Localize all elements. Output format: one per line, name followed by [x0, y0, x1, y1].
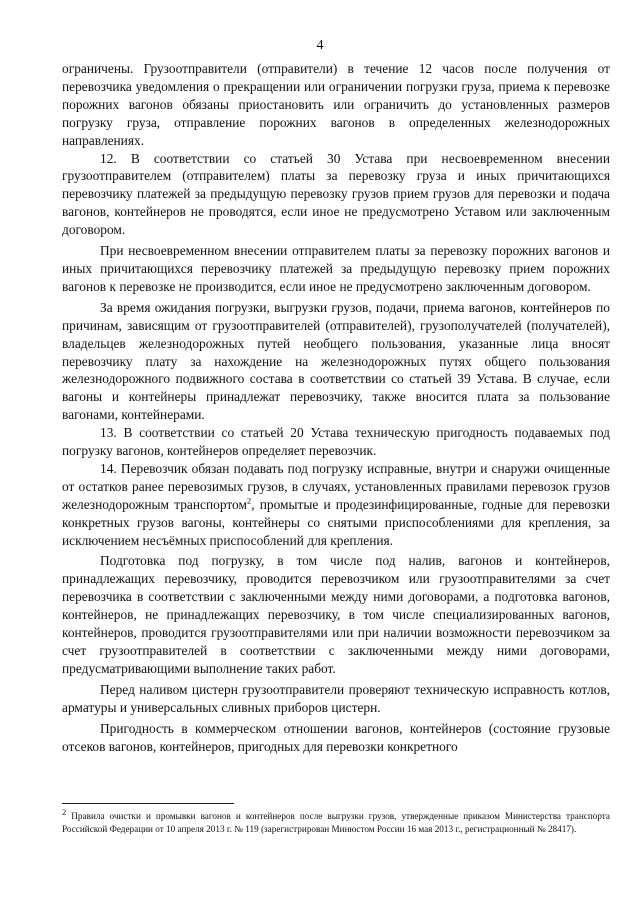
paragraph-waiting-time-fee: За время ожидания погрузки, выгрузки грузов, подачи, приема вагонов, контейнеров по причинам, зависящим от грузоотправителей (отправителей), грузополучателей (получателей), владельцев железнодорожных путей необщего пользования, указанные лица вносят перевозчику плату за нахождение на железнодорожных путях общего пользования железнодорожного подвижного состава в соответствии со статьей 39 Устава. В случае, если вагоны и контейнеры принадлежат перевозчику, также вносится плата за пользование вагонами, контейнерами.: [62, 299, 610, 423]
paragraph-continued: ограничены. Грузоотправители (отправители) в течение 12 часов после получения от перевозчика уведомления о прекращении или ограничении погрузки груза, приема к перевозке порожних вагонов обязаны приостановить или ограничить до установленных размеров погрузку груза, отправление порожних вагонов в определенных железнодорожных направлениях.: [62, 61, 610, 148]
paragraph-unpaid-empty-wagons: При несвоевременном внесении отправителем платы за перевозку порожних вагонов и иных причитающихся перевозчику платежей за предыдущую перевозку прием порожних вагонов к перевозке не производится, если иное не предусмотрено заключенным договором.: [62, 243, 610, 294]
page-number: 4: [316, 38, 324, 53]
item-14-text-part2: промытые и продезинфицированные, годные для перевозки конкретных грузов вагоны, контейнеры со снятыми приспособлениями для крепления, за исключением несъёмных приспособлений для крепления.: [62, 496, 610, 548]
footnote-text: Правила очистки и промывки вагонов и контейнеров после выгрузки грузов, утвержденные приказом Министерства транспорта Российской Федерации от 10 апреля 2013 г. № 119 (зарегистрирован Минюстом России 16 мая 2013 г., регистрационный № 28417).: [62, 811, 611, 835]
footnote-reference: 2: [246, 495, 252, 506]
paragraph-item-13: 13. В соответствии со статьей 20 Устава техническую пригодность подаваемых под погрузку вагонов, контейнеров определяет перевозчик.: [62, 425, 610, 459]
paragraph-commercial-suitability: Пригодность в коммерческом отношении вагонов, контейнеров (состояние грузовые отсеков вагонов, контейнеров, пригодных для перевозки конкретного: [62, 720, 610, 754]
footnote-divider: [62, 803, 234, 804]
footnote: [62, 806, 611, 837]
footnote-mark: 2: [62, 806, 67, 817]
document-body: [62, 60, 610, 755]
paragraph-item-12: 12. В соответствии со статьей 30 Устава при несвоевременном внесении грузоотправителем (отправителем) платы за перевозку груза и иных причитающихся перевозчику платежей за предыдущую перевозку грузов прием грузов для перевозки и подача вагонов, контейнеров не проводятся, если иное не предусмотрено Уставом или заключенным договором.: [62, 150, 610, 238]
paragraph-item-14: [62, 460, 610, 550]
item-14-text-part1: 14. Перевозчик обязан подавать под погрузку исправные, внутри и снаружи очищенные от остатков ранее перевозимых грузов, в случаях, установленных правилами перевозок грузов железнодорожным транспортом: [62, 460, 610, 512]
item-14-comma: ,: [251, 496, 255, 512]
paragraph-tank-inspection: Перед наливом цистерн грузоотправители проверяют техническую исправность котлов, арматуры и универсальных сливных приборов цистерн.: [62, 681, 610, 715]
paragraph-loading-preparation: Подготовка под погрузку, в том числе под налив, вагонов и контейнеров, принадлежащих перевозчику, проводится перевозчиком или грузоотправителями за счет перевозчика в соответствии с заключенными между ними договорами, а подготовка вагонов, контейнеров, не принадлежащих перевозчику, в том числе специализированных вагонов, контейнеров, проводится грузоотправителями или при наличии возможности перевозчиком за счет грузоотправителей в соответствии с заключенными между ними договорами, предусматривающими выполнение таких работ.: [62, 553, 610, 676]
